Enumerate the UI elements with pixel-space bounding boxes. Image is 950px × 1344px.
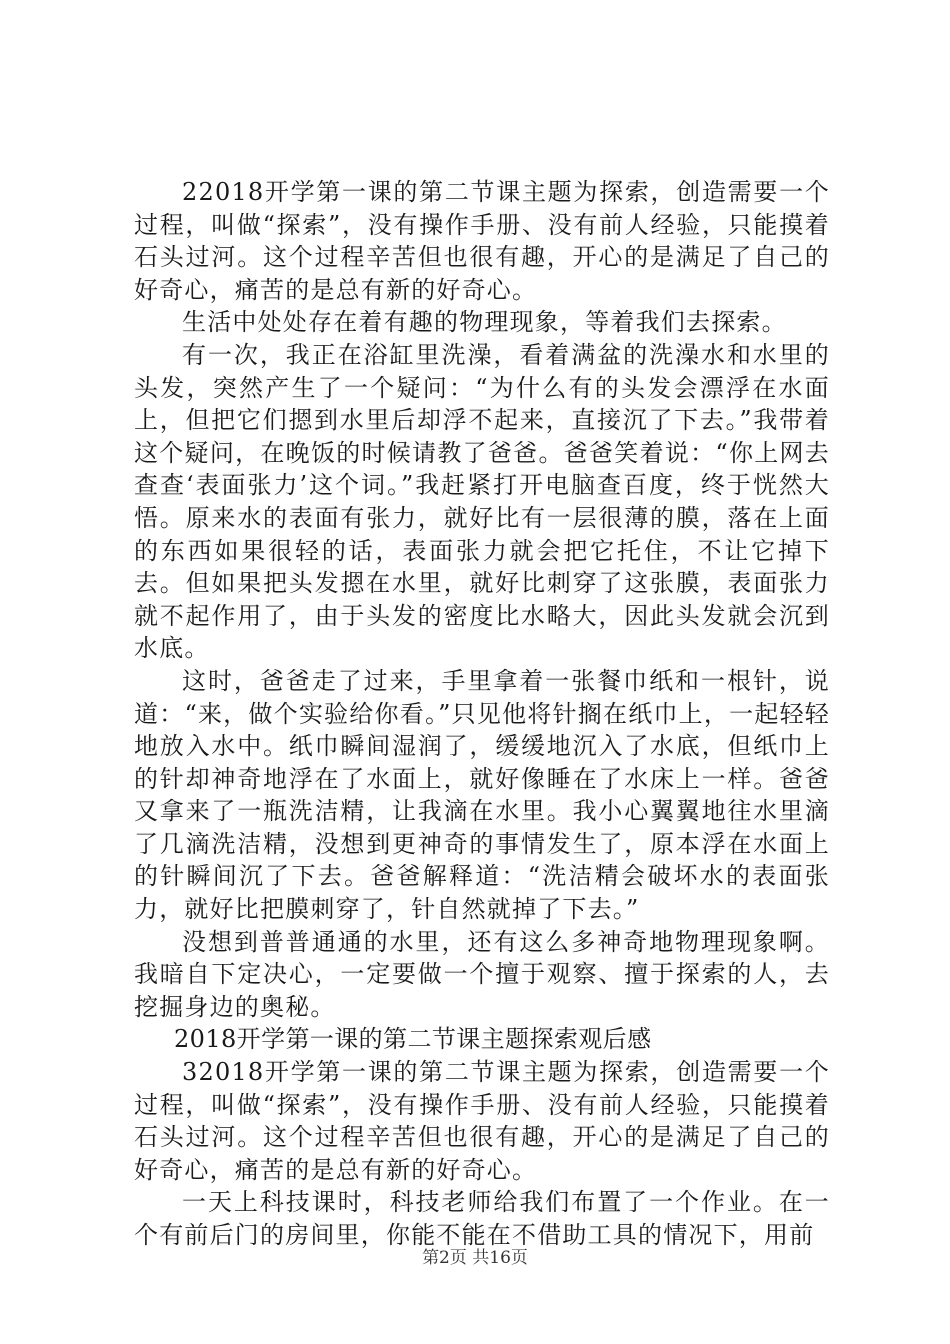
paragraph: 这时，爸爸走了过来，手里拿着一张餐巾纸和一根针，说道：“来，做个实验给你看。”只见他将针搁在纸巾上，一起轻轻地放入水中。纸巾瞬间湿润了，缓缓地沉入了水底，但纸巾上的针却神奇地浮在了水面上，就好像睡在了水床上一样。爸爸又拿来了一瓶洗洁精，让我滴在水里。我小心翼翼地往水里滴了几滴洗洁精，没想到更神奇的事情发生了，原本浮在水面上的针瞬间沉了下去。爸爸解释道：“洗洁精会破坏水的表面张力，就好比把膜刺穿了，针自然就掉了下去。” <box>134 666 830 924</box>
document-body <box>134 176 830 1252</box>
section-heading: 2018开学第一课的第二节课主题探索观后感 <box>174 1025 652 1054</box>
paragraph: 有一次，我正在浴缸里洗澡，看着满盆的洗澡水和水里的头发，突然产生了一个疑问：“为什么有的头发会漂浮在水面上，但把它们摁到水里后却浮不起来，直接沉了下去。”我带着这个疑问，在晚饭的时候请教了爸爸。爸爸笑着说：“你上网去查查‘表面张力’这个词。”我赶紧打开电脑查百度，终于恍然大悟。原来水的表面有张力，就好比有一层很薄的膜，落在上面的东西如果很轻的话，表面张力就会把它托住，不让它掉下去。但如果把头发摁在水里，就好比刺穿了这张膜，表面张力就不起作用了，由于头发的密度比水略大，因此头发就会沉到水底。 <box>134 340 830 663</box>
paragraph: 没想到普普通通的水里，还有这么多神奇地物理现象啊。我暗自下定决心，一定要做一个擅于观察、擅于探索的人，去挖掘身边的奥秘。 <box>134 927 830 1021</box>
paragraph: 22018开学第一课的第二节课主题为探索，创造需要一个过程，叫做“探索”，没有操作手册、没有前人经验，只能摸着石头过河。这个过程辛苦但也很有趣，开心的是满足了自己的好奇心，痛苦的是总有新的好奇心。 <box>134 178 830 304</box>
paragraph: 生活中处处存在着有趣的物理现象，等着我们去探索。 <box>182 308 787 337</box>
paragraph: 32018开学第一课的第二节课主题为探索，创造需要一个过程，叫做“探索”，没有操作手册、没有前人经验，只能摸着石头过河。这个过程辛苦但也很有趣，开心的是满足了自己的好奇心，痛苦的是总有新的好奇心。 <box>134 1058 830 1184</box>
paragraph: 一天上科技课时，科技老师给我们布置了一个作业。在一个有前后门的房间里，你能不能在不借助工具的情况下，用前 <box>134 1188 830 1249</box>
page-footer: 第2页 共16页 <box>422 1248 528 1268</box>
